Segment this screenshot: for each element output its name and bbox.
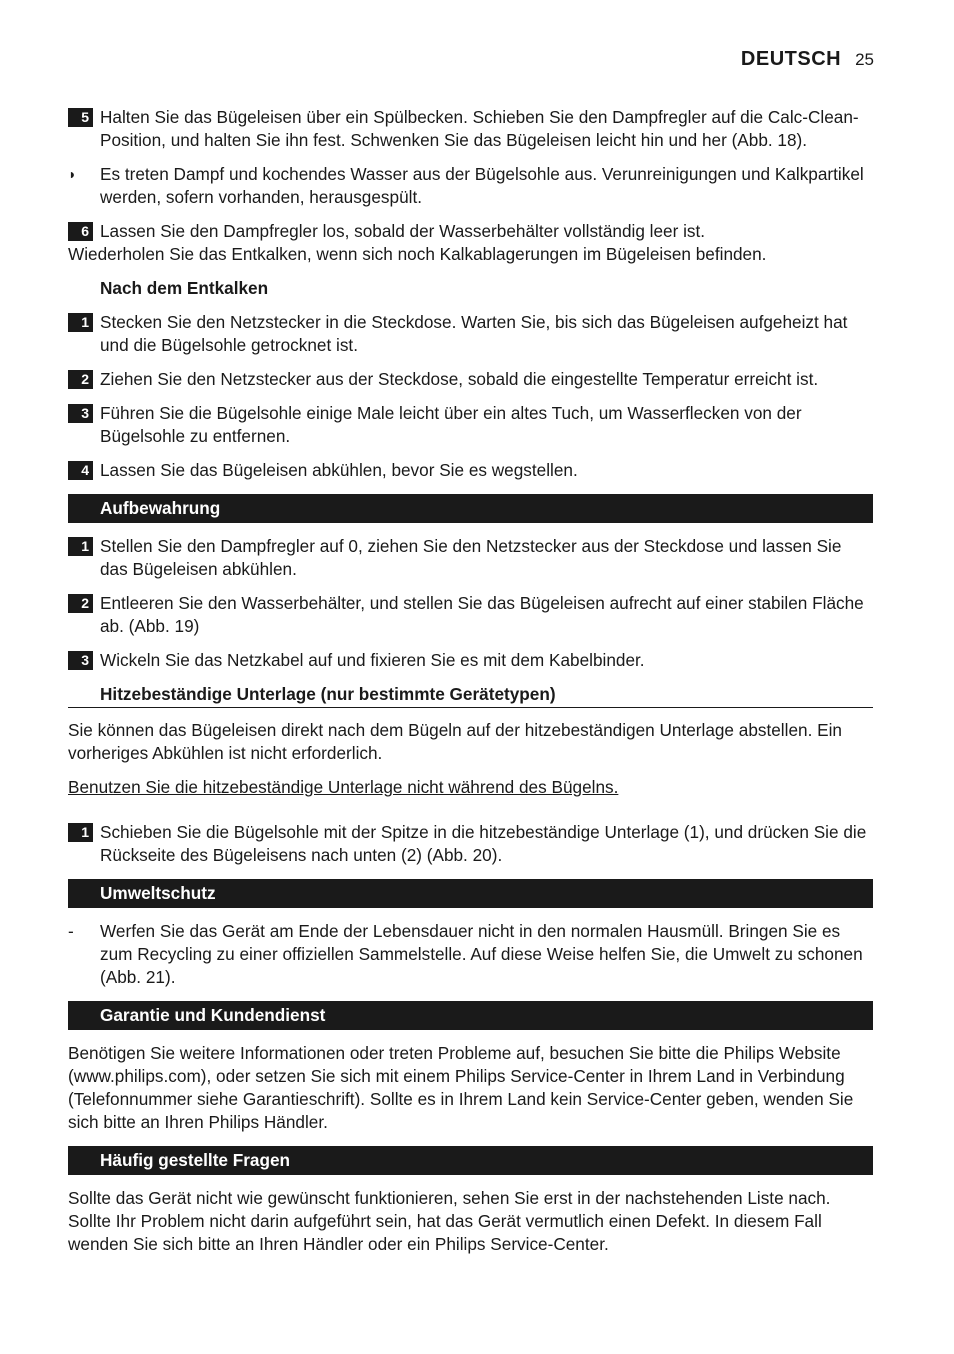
language-label: DEUTSCH	[740, 48, 842, 70]
dash-marker: -	[68, 921, 74, 941]
page-content	[68, 106, 873, 1267]
descaling-note: Wiederholen Sie das Entkalken, wenn sich noch Kalkablagerungen im Bügeleisen befinden.	[68, 244, 767, 264]
step-text: Ziehen Sie den Netzstecker aus der Steckdose, sobald die eingestellte Temperatur erreicht ist.	[100, 369, 819, 389]
storage-step-2	[68, 592, 873, 638]
guarantee-text-a: Benötigen Sie weitere Informationen oder treten Probleme auf, besuchen Sie bitte die Philips Website (	[68, 1043, 841, 1086]
step-text: Stecken Sie den Netzstecker in die Steckdose. Warten Sie, bis sich das Bügeleisen aufgeheizt hat und die Bügelsohle getrocknet ist.	[100, 312, 848, 355]
section-title-heat-pad: Hitzebeständige Unterlage (nur bestimmte Gerätetypen)	[68, 683, 873, 708]
bullet-text: Es treten Dampf und kochendes Wasser aus der Bügelsohle aus. Verunreinigungen und Kalkpartikel werden, sofern vorhanden, herausgespült.	[100, 164, 864, 207]
step-number: 3	[68, 404, 93, 423]
step-number: 2	[68, 594, 93, 613]
faq-paragraph: Sollte das Gerät nicht wie gewünscht funktionieren, sehen Sie erst in der nachstehenden Liste nach. Sollte Ihr Problem nicht darin aufgeführt sein, hat das Gerät vermutlich einen Defekt. In diesem Fall wenden Sie sich bitte an Ihren Händler oder ein Philips Service-Center.	[68, 1188, 831, 1254]
step-text: Wickeln Sie das Netzkabel auf und fixieren Sie es mit dem Kabelbinder.	[100, 650, 645, 670]
step-number: 1	[68, 537, 93, 556]
heat-pad-paragraph: Sie können das Bügeleisen direkt nach dem Bügeln auf der hitzebeständigen Unterlage abstellen. Ein vorheriges Abkühlen ist nicht erforderlich.	[68, 720, 842, 763]
section-header-storage: Aufbewahrung	[68, 494, 873, 523]
section-header-faq: Häufig gestellte Fragen	[68, 1146, 873, 1175]
section-header-guarantee: Garantie und Kundendienst	[68, 1001, 873, 1030]
after-step-1	[68, 311, 873, 357]
step-text: Führen Sie die Bügelsohle einige Male leicht über ein altes Tuch, um Wasserflecken von der Bügelsohle zu entfernen.	[100, 403, 802, 446]
environment-item	[68, 920, 873, 989]
section-title-after-descaling: Nach dem Entkalken	[100, 278, 269, 298]
step-number: 5	[68, 108, 93, 127]
guarantee-paragraph	[68, 1042, 873, 1134]
step-number: 2	[68, 370, 93, 389]
step-6	[68, 220, 873, 243]
after-step-2	[68, 368, 873, 391]
step-number: 1	[68, 823, 93, 842]
step-text: Entleeren Sie den Wasserbehälter, und stellen Sie das Bügeleisen aufrecht auf einer stabilen Fläche ab. (Abb. 19)	[100, 593, 864, 636]
page-header	[741, 48, 874, 71]
after-step-3	[68, 402, 873, 448]
environment-text: Werfen Sie das Gerät am Ende der Lebensdauer nicht in den normalen Hausmüll. Bringen Sie es zum Recycling zu einer offiziellen Sammelstelle. Auf diese Weise helfen Sie, die Umwelt zu schonen (Abb. 21).	[100, 921, 863, 987]
step-number: 3	[68, 651, 93, 670]
storage-step-1	[68, 535, 873, 581]
step-number: 1	[68, 313, 93, 332]
step-text: Stellen Sie den Dampfregler auf 0, ziehen Sie den Netzstecker aus der Steckdose und lassen Sie das Bügeleisen abkühlen.	[100, 536, 842, 579]
storage-step-3	[68, 649, 873, 672]
step-number: 6	[68, 222, 93, 241]
guarantee-text-b: ), oder setzen Sie sich mit einem Philips Service-Center in Ihrem Land in Verbindung (Telefonnummer siehe Garantieschrift). Sollte es in Ihrem Land kein Service-Center geben, wenden Sie sich bitte an Ihren Philips Händler.	[68, 1066, 854, 1132]
page-number: 25	[855, 50, 874, 69]
step-text: Lassen Sie den Dampfregler los, sobald der Wasserbehälter vollständig leer ist.	[100, 221, 706, 241]
heat-pad-step-1	[68, 821, 873, 867]
after-step-4	[68, 459, 873, 482]
philips-website-link[interactable]: www.philips.com	[73, 1066, 201, 1086]
bullet-marker-icon: ◗	[68, 166, 77, 182]
step-number: 4	[68, 461, 93, 480]
heat-pad-warning	[68, 776, 873, 799]
step-text: Schieben Sie die Bügelsohle mit der Spitze in die hitzebeständige Unterlage (1), und drücken Sie die Rückseite des Bügeleisens nach unten (2) (Abb. 20).	[100, 822, 867, 865]
section-header-environment: Umweltschutz	[68, 879, 873, 908]
step-text: Halten Sie das Bügeleisen über ein Spülbecken. Schieben Sie den Dampfregler auf die Calc-Clean-Position, und halten Sie ihn fest. Schwenken Sie das Bügeleisen leicht hin und her (Abb. 18).	[100, 107, 859, 150]
result-bullet	[68, 163, 873, 209]
step-5	[68, 106, 873, 152]
heat-pad-warning-text: Benutzen Sie die hitzebeständige Unterlage nicht während des Bügelns.	[68, 777, 619, 797]
step-text: Lassen Sie das Bügeleisen abkühlen, bevor Sie es wegstellen.	[100, 460, 578, 480]
